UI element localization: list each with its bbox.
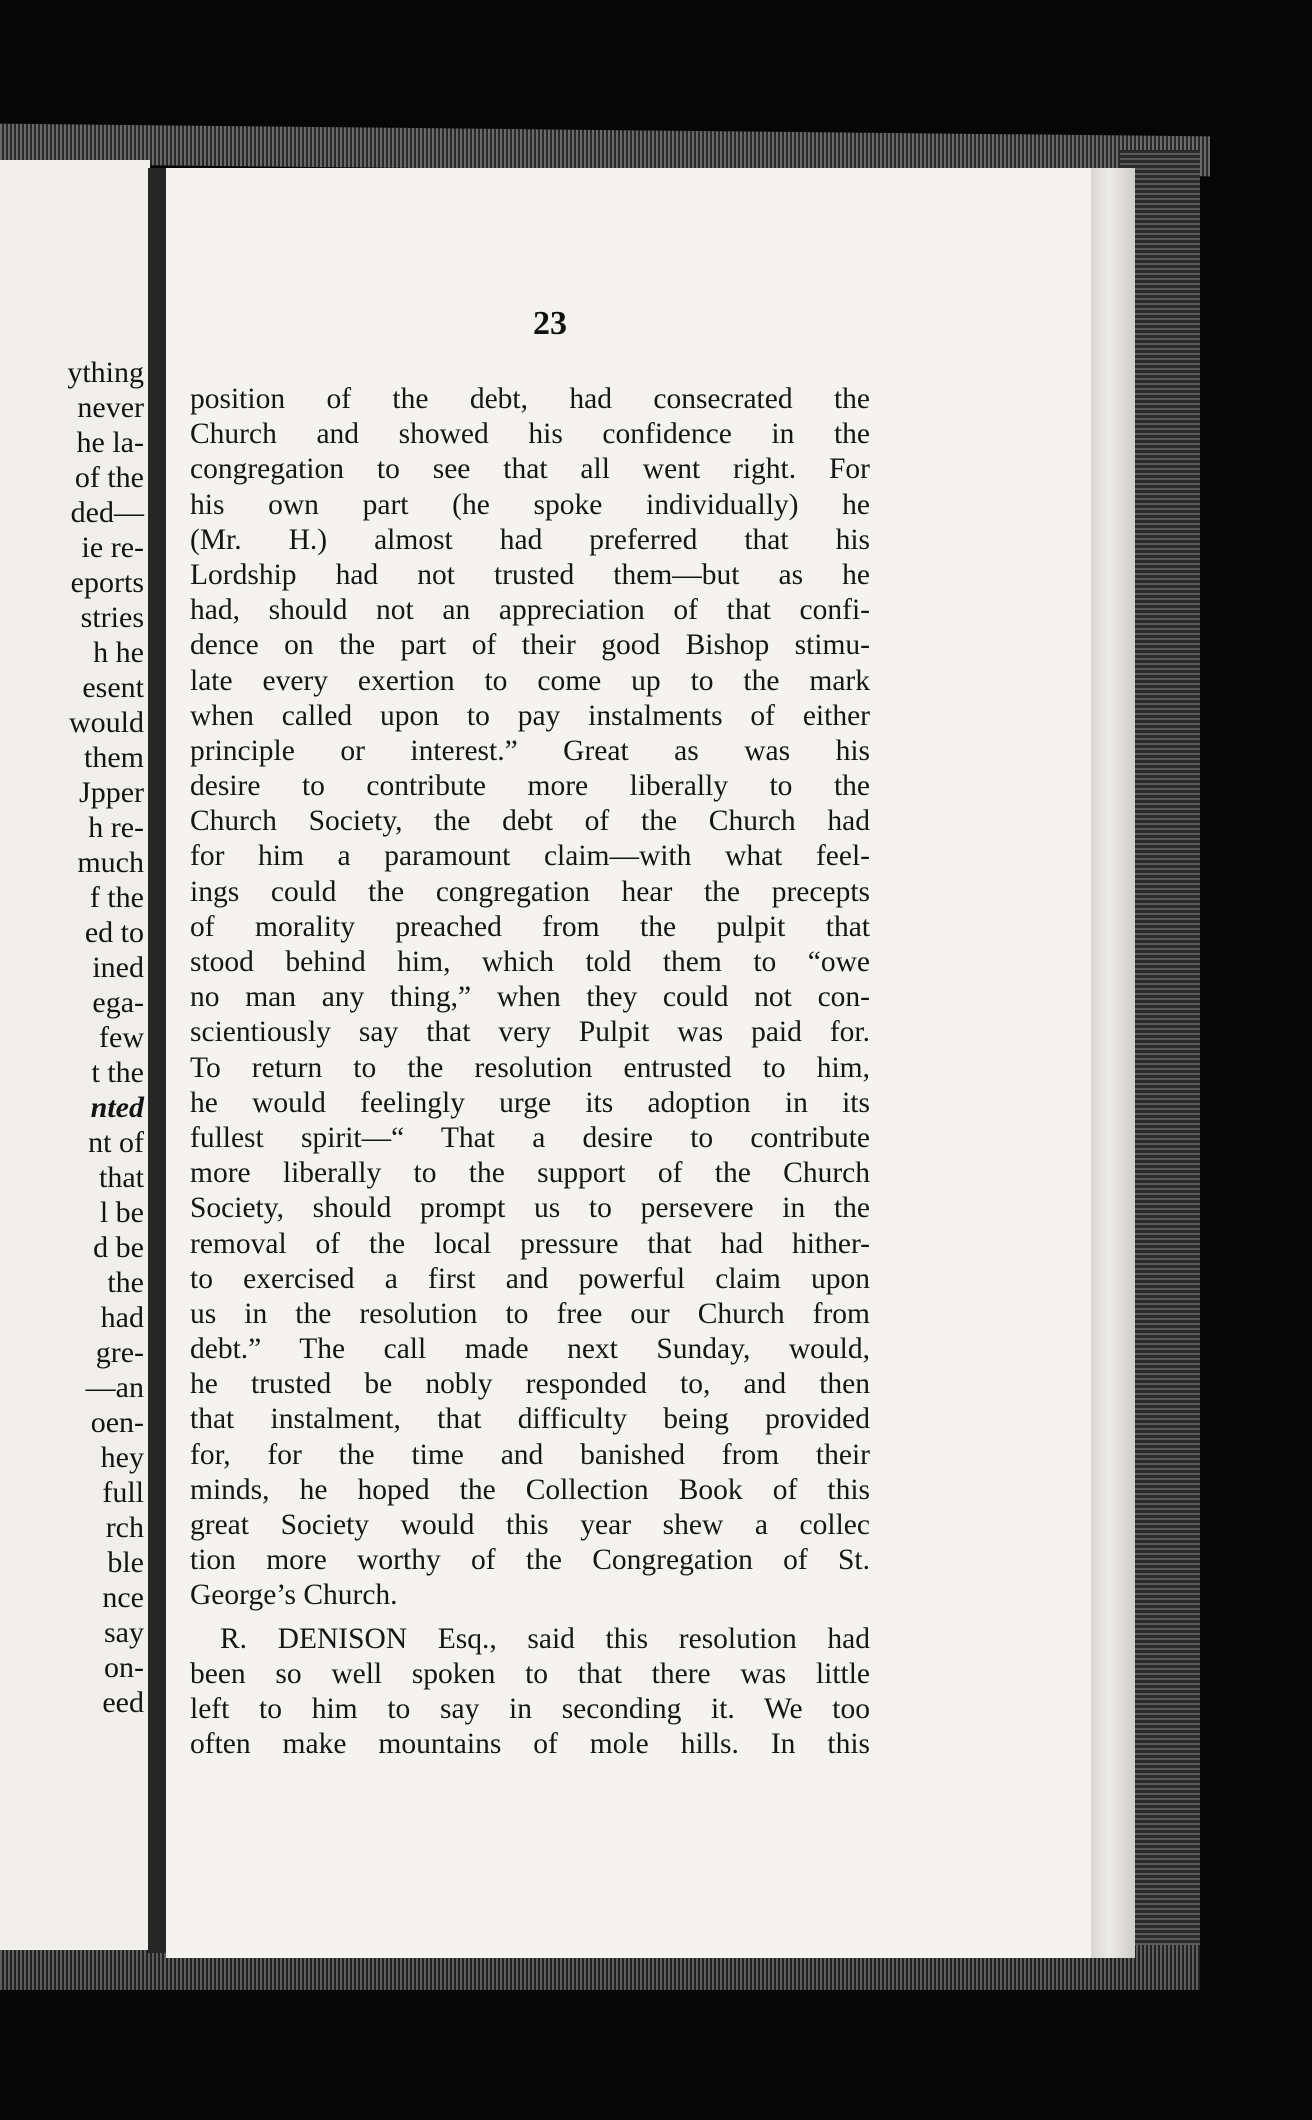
body-line: congregation to see that all went right. For (190, 453, 870, 486)
left-page-line: gre- (95, 1336, 144, 1369)
left-page-line: f the (89, 881, 144, 914)
body-line: tion more worthy of the Congregation of St. (190, 1544, 870, 1577)
body-line: Society, should prompt us to persevere in the (190, 1192, 870, 1225)
body-line: when called upon to pay instalments of either (190, 699, 870, 732)
left-page-line: stries (80, 601, 144, 634)
body-line: debt.” The call made next Sunday, would, (190, 1333, 870, 1366)
left-page-line: that (99, 1161, 144, 1194)
body-line: removal of the local pressure that had hither- (190, 1227, 870, 1260)
left-page-line: h re- (88, 811, 144, 844)
body-line: George’s Church. (190, 1579, 398, 1612)
body-line: had, should not an appreciation of that confi- (190, 594, 870, 627)
left-page-line: ded— (70, 496, 144, 529)
body-line: R. DENISON Esq., said this resolution had (220, 1622, 870, 1655)
left-page-line: —an (85, 1371, 144, 1404)
body-line: Church Society, the debt of the Church had (190, 805, 870, 838)
left-page-line: eed (102, 1686, 144, 1719)
body-line: for him a paramount claim—with what feel- (190, 840, 870, 873)
body-line: great Society would this year shew a collec (190, 1509, 870, 1541)
left-page-line: never (77, 391, 144, 424)
body-line: he would feelingly urge its adoption in its (190, 1086, 870, 1119)
page-edge-shadow (1091, 168, 1135, 1958)
body-line: To return to the resolution entrusted to him, (190, 1051, 870, 1084)
body-line: for, for the time and banished from their (190, 1438, 870, 1471)
left-page-line: h he (93, 636, 144, 669)
body-line: often make mountains of mole hills. In this (190, 1728, 870, 1761)
book-gutter (148, 168, 166, 1953)
page-body-text (190, 382, 870, 1762)
page-number: 23 (533, 305, 567, 342)
body-line: ings could the congregation hear the precepts (190, 875, 870, 908)
left-page-line: much (77, 846, 144, 879)
body-line: late every exertion to come up to the mark (190, 664, 870, 697)
body-line: Lordship had not trusted them—but as he (190, 558, 870, 591)
left-page-line: hey (100, 1441, 144, 1474)
body-line: been so well spoken to that there was little (190, 1657, 870, 1690)
left-page-line: esent (82, 671, 144, 704)
body-line: more liberally to the support of the Church (190, 1157, 870, 1190)
left-page-line: nt of (88, 1126, 144, 1159)
left-page-line: on- (104, 1651, 144, 1684)
left-page-line: ything (67, 356, 144, 389)
body-line: desire to contribute more liberally to the (190, 770, 870, 803)
left-page-line: d be (93, 1231, 144, 1264)
body-line: scientiously say that very Pulpit was paid for. (190, 1016, 870, 1049)
body-line: to exercised a first and powerful claim upon (190, 1262, 870, 1295)
body-line: left to him to say in seconding it. We too (190, 1692, 870, 1725)
left-page-line: he la- (76, 426, 144, 459)
body-line: that instalment, that difficulty being provided (190, 1403, 870, 1436)
left-page-line: them (84, 741, 144, 774)
body-line: his own part (he spoke individually) he (190, 488, 870, 521)
left-page-line: t the (91, 1056, 144, 1089)
body-line: dence on the part of their good Bishop stimu- (190, 629, 870, 662)
left-page-line: ie re- (81, 531, 144, 564)
left-page-line: the (107, 1266, 144, 1299)
left-page-line: oen- (90, 1406, 144, 1439)
left-page-line: would (69, 706, 144, 739)
left-page-line: ed to (84, 916, 144, 949)
body-line: he trusted be nobly responded to, and then (190, 1368, 870, 1401)
body-line: us in the resolution to free our Church from (190, 1297, 870, 1330)
left-page-line: ega- (92, 986, 144, 1019)
left-page-line: Jpper (79, 776, 144, 809)
left-page-line: say (104, 1616, 144, 1649)
body-line: no man any thing,” when they could not con- (190, 981, 870, 1014)
left-page-line: had (100, 1301, 144, 1334)
left-page-line: eports (70, 566, 144, 599)
left-page (0, 160, 150, 1950)
body-line: Church and showed his confidence in the (190, 418, 870, 451)
left-page-line: nted (90, 1091, 144, 1124)
body-line: (Mr. H.) almost had preferred that his (190, 523, 870, 556)
body-line: stood behind him, which told them to “owe (190, 946, 870, 978)
left-page-line: rch (105, 1511, 144, 1544)
left-page-line: l be (99, 1196, 144, 1229)
body-line: fullest spirit—“ That a desire to contribute (190, 1121, 870, 1154)
body-line: position of the debt, had consecrated the (190, 383, 870, 415)
body-line: of morality preached from the pulpit that (190, 910, 870, 943)
left-page-line: ble (107, 1546, 144, 1579)
body-line: minds, he hoped the Collection Book of this (190, 1473, 870, 1506)
left-page-line: nce (102, 1581, 144, 1614)
left-page-line: few (99, 1021, 144, 1054)
left-page-line: ined (92, 951, 144, 984)
left-page-line: full (102, 1476, 144, 1509)
left-page-line: of the (74, 461, 144, 494)
body-line: principle or interest.” Great as was his (190, 734, 870, 767)
